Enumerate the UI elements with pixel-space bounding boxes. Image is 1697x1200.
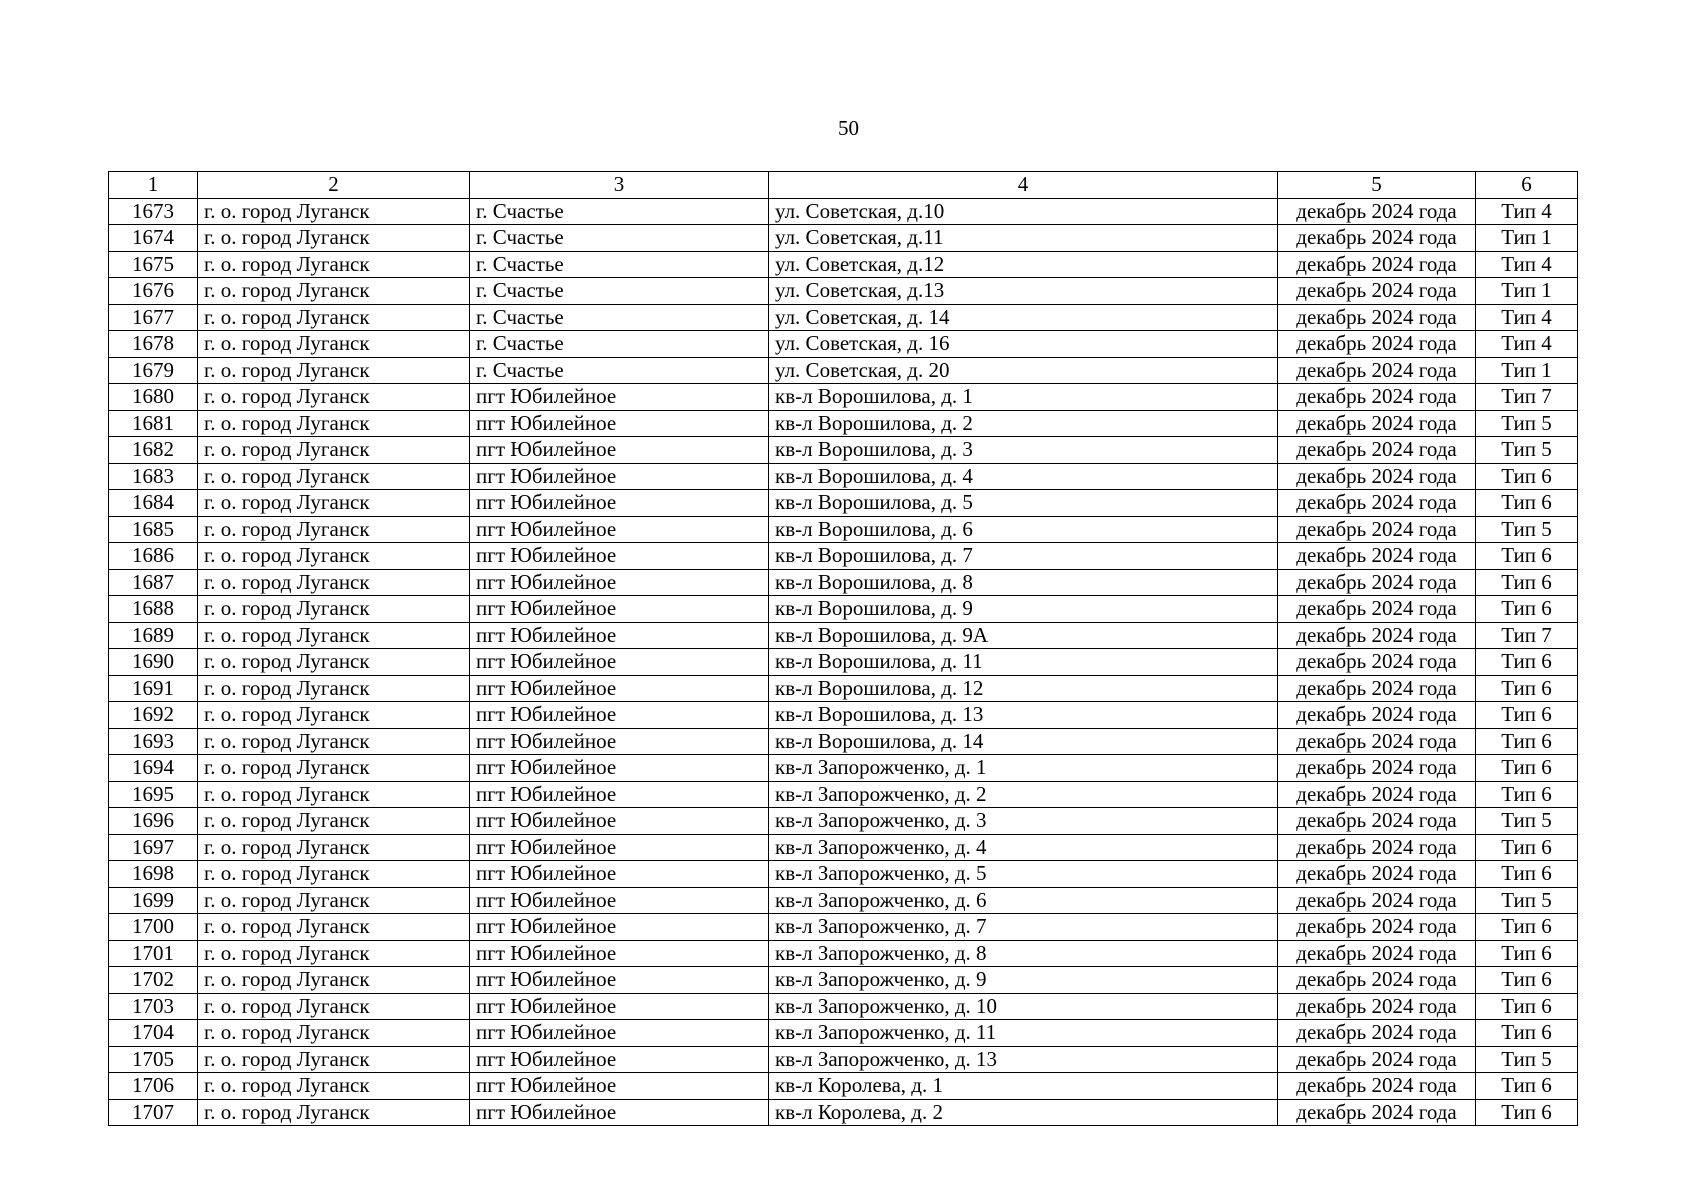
- cell-date: декабрь 2024 года: [1278, 569, 1476, 596]
- cell-type: Тип 6: [1476, 543, 1578, 570]
- cell-row-number: 1680: [109, 384, 198, 411]
- cell-row-number: 1694: [109, 755, 198, 782]
- table-row: [109, 463, 1578, 490]
- cell-date: декабрь 2024 года: [1278, 278, 1476, 305]
- table-row: [109, 437, 1578, 464]
- cell-type: Тип 6: [1476, 781, 1578, 808]
- cell-address: ул. Советская, д.11: [769, 225, 1278, 252]
- cell-type: Тип 1: [1476, 357, 1578, 384]
- table-row: [109, 331, 1578, 358]
- cell-type: Тип 5: [1476, 887, 1578, 914]
- cell-settlement: пгт Юбилейное: [470, 914, 769, 941]
- cell-type: Тип 6: [1476, 649, 1578, 676]
- cell-type: Тип 6: [1476, 675, 1578, 702]
- table-row: [109, 596, 1578, 623]
- cell-row-number: 1696: [109, 808, 198, 835]
- cell-settlement: пгт Юбилейное: [470, 834, 769, 861]
- table-row: [109, 728, 1578, 755]
- cell-row-number: 1703: [109, 993, 198, 1020]
- cell-type: Тип 4: [1476, 251, 1578, 278]
- cell-municipality: г. о. город Луганск: [198, 437, 470, 464]
- cell-address: кв-л Ворошилова, д. 12: [769, 675, 1278, 702]
- cell-address: кв-л Запорожченко, д. 11: [769, 1020, 1278, 1047]
- cell-settlement: пгт Юбилейное: [470, 649, 769, 676]
- cell-address: кв-л Запорожченко, д. 13: [769, 1046, 1278, 1073]
- table-row: [109, 543, 1578, 570]
- cell-address: кв-л Ворошилова, д. 6: [769, 516, 1278, 543]
- cell-address: кв-л Запорожченко, д. 10: [769, 993, 1278, 1020]
- cell-address: кв-л Ворошилова, д. 8: [769, 569, 1278, 596]
- cell-municipality: г. о. город Луганск: [198, 331, 470, 358]
- cell-row-number: 1684: [109, 490, 198, 517]
- cell-settlement: пгт Юбилейное: [470, 1020, 769, 1047]
- table-row: [109, 861, 1578, 888]
- cell-settlement: пгт Юбилейное: [470, 569, 769, 596]
- cell-type: Тип 5: [1476, 1046, 1578, 1073]
- cell-date: декабрь 2024 года: [1278, 887, 1476, 914]
- cell-date: декабрь 2024 года: [1278, 755, 1476, 782]
- cell-municipality: г. о. город Луганск: [198, 198, 470, 225]
- cell-type: Тип 6: [1476, 914, 1578, 941]
- cell-settlement: пгт Юбилейное: [470, 490, 769, 517]
- cell-municipality: г. о. город Луганск: [198, 728, 470, 755]
- cell-settlement: пгт Юбилейное: [470, 861, 769, 888]
- cell-date: декабрь 2024 года: [1278, 331, 1476, 358]
- table-row: [109, 993, 1578, 1020]
- cell-address: ул. Советская, д.13: [769, 278, 1278, 305]
- table-header-row: [109, 172, 1578, 199]
- cell-address: кв-л Ворошилова, д. 9А: [769, 622, 1278, 649]
- cell-row-number: 1686: [109, 543, 198, 570]
- cell-municipality: г. о. город Луганск: [198, 516, 470, 543]
- cell-row-number: 1673: [109, 198, 198, 225]
- cell-type: Тип 5: [1476, 437, 1578, 464]
- cell-date: декабрь 2024 года: [1278, 251, 1476, 278]
- cell-municipality: г. о. город Луганск: [198, 914, 470, 941]
- cell-municipality: г. о. город Луганск: [198, 702, 470, 729]
- cell-date: декабрь 2024 года: [1278, 1073, 1476, 1100]
- cell-settlement: пгт Юбилейное: [470, 1073, 769, 1100]
- cell-settlement: пгт Юбилейное: [470, 384, 769, 411]
- cell-address: кв-л Запорожченко, д. 9: [769, 967, 1278, 994]
- cell-address: кв-л Королева, д. 1: [769, 1073, 1278, 1100]
- cell-row-number: 1678: [109, 331, 198, 358]
- table-row: [109, 808, 1578, 835]
- cell-date: декабрь 2024 года: [1278, 1020, 1476, 1047]
- cell-date: декабрь 2024 года: [1278, 225, 1476, 252]
- cell-row-number: 1675: [109, 251, 198, 278]
- cell-address: кв-л Запорожченко, д. 5: [769, 861, 1278, 888]
- cell-address: кв-л Запорожченко, д. 2: [769, 781, 1278, 808]
- table-row: [109, 304, 1578, 331]
- page-number: 50: [838, 116, 859, 140]
- cell-settlement: пгт Юбилейное: [470, 887, 769, 914]
- cell-type: Тип 6: [1476, 569, 1578, 596]
- table-row: [109, 1099, 1578, 1126]
- cell-settlement: пгт Юбилейное: [470, 622, 769, 649]
- cell-municipality: г. о. город Луганск: [198, 755, 470, 782]
- cell-address: кв-л Королева, д. 2: [769, 1099, 1278, 1126]
- cell-settlement: г. Счастье: [470, 304, 769, 331]
- cell-settlement: пгт Юбилейное: [470, 808, 769, 835]
- cell-settlement: г. Счастье: [470, 278, 769, 305]
- cell-row-number: 1674: [109, 225, 198, 252]
- cell-municipality: г. о. город Луганск: [198, 463, 470, 490]
- cell-settlement: пгт Юбилейное: [470, 755, 769, 782]
- cell-address: кв-л Ворошилова, д. 13: [769, 702, 1278, 729]
- cell-municipality: г. о. город Луганск: [198, 251, 470, 278]
- cell-type: Тип 6: [1476, 1020, 1578, 1047]
- cell-type: Тип 1: [1476, 225, 1578, 252]
- column-header: 5: [1278, 172, 1476, 199]
- cell-municipality: г. о. город Луганск: [198, 993, 470, 1020]
- cell-type: Тип 6: [1476, 728, 1578, 755]
- cell-municipality: г. о. город Луганск: [198, 834, 470, 861]
- cell-address: кв-л Ворошилова, д. 2: [769, 410, 1278, 437]
- cell-row-number: 1707: [109, 1099, 198, 1126]
- column-header: 3: [470, 172, 769, 199]
- table-row: [109, 834, 1578, 861]
- table-row: [109, 781, 1578, 808]
- cell-type: Тип 6: [1476, 834, 1578, 861]
- cell-date: декабрь 2024 года: [1278, 357, 1476, 384]
- cell-row-number: 1704: [109, 1020, 198, 1047]
- cell-settlement: пгт Юбилейное: [470, 940, 769, 967]
- cell-row-number: 1706: [109, 1073, 198, 1100]
- column-header: 6: [1476, 172, 1578, 199]
- cell-date: декабрь 2024 года: [1278, 967, 1476, 994]
- cell-date: декабрь 2024 года: [1278, 702, 1476, 729]
- table-row: [109, 755, 1578, 782]
- cell-type: Тип 6: [1476, 755, 1578, 782]
- cell-date: декабрь 2024 года: [1278, 940, 1476, 967]
- cell-settlement: пгт Юбилейное: [470, 1099, 769, 1126]
- cell-date: декабрь 2024 года: [1278, 808, 1476, 835]
- cell-row-number: 1683: [109, 463, 198, 490]
- cell-row-number: 1679: [109, 357, 198, 384]
- table-row: [109, 384, 1578, 411]
- cell-address: кв-л Ворошилова, д. 4: [769, 463, 1278, 490]
- cell-row-number: 1691: [109, 675, 198, 702]
- table-row: [109, 251, 1578, 278]
- cell-municipality: г. о. город Луганск: [198, 490, 470, 517]
- cell-municipality: г. о. город Луганск: [198, 967, 470, 994]
- cell-settlement: пгт Юбилейное: [470, 967, 769, 994]
- cell-type: Тип 6: [1476, 463, 1578, 490]
- cell-date: декабрь 2024 года: [1278, 490, 1476, 517]
- cell-municipality: г. о. город Луганск: [198, 384, 470, 411]
- cell-settlement: г. Счастье: [470, 225, 769, 252]
- cell-date: декабрь 2024 года: [1278, 198, 1476, 225]
- cell-type: Тип 6: [1476, 702, 1578, 729]
- table-row: [109, 357, 1578, 384]
- cell-row-number: 1681: [109, 410, 198, 437]
- cell-date: декабрь 2024 года: [1278, 596, 1476, 623]
- cell-municipality: г. о. город Луганск: [198, 225, 470, 252]
- cell-date: декабрь 2024 года: [1278, 1046, 1476, 1073]
- cell-type: Тип 6: [1476, 967, 1578, 994]
- cell-address: кв-л Ворошилова, д. 7: [769, 543, 1278, 570]
- cell-date: декабрь 2024 года: [1278, 410, 1476, 437]
- table-row: [109, 516, 1578, 543]
- cell-settlement: пгт Юбилейное: [470, 781, 769, 808]
- table-row: [109, 198, 1578, 225]
- cell-municipality: г. о. город Луганск: [198, 622, 470, 649]
- cell-municipality: г. о. город Луганск: [198, 304, 470, 331]
- cell-date: декабрь 2024 года: [1278, 728, 1476, 755]
- cell-address: ул. Советская, д. 14: [769, 304, 1278, 331]
- cell-address: кв-л Запорожченко, д. 6: [769, 887, 1278, 914]
- cell-address: кв-л Ворошилова, д. 3: [769, 437, 1278, 464]
- cell-type: Тип 6: [1476, 861, 1578, 888]
- cell-municipality: г. о. город Луганск: [198, 1046, 470, 1073]
- cell-address: ул. Советская, д.12: [769, 251, 1278, 278]
- cell-row-number: 1697: [109, 834, 198, 861]
- cell-address: кв-л Ворошилова, д. 1: [769, 384, 1278, 411]
- cell-address: кв-л Ворошилова, д. 14: [769, 728, 1278, 755]
- cell-date: декабрь 2024 года: [1278, 993, 1476, 1020]
- cell-row-number: 1698: [109, 861, 198, 888]
- cell-row-number: 1695: [109, 781, 198, 808]
- cell-date: декабрь 2024 года: [1278, 516, 1476, 543]
- cell-row-number: 1677: [109, 304, 198, 331]
- cell-date: декабрь 2024 года: [1278, 384, 1476, 411]
- table-row: [109, 675, 1578, 702]
- cell-row-number: 1685: [109, 516, 198, 543]
- cell-municipality: г. о. город Луганск: [198, 1073, 470, 1100]
- cell-date: декабрь 2024 года: [1278, 914, 1476, 941]
- table-row: [109, 1020, 1578, 1047]
- cell-address: ул. Советская, д. 20: [769, 357, 1278, 384]
- cell-address: кв-л Запорожченко, д. 1: [769, 755, 1278, 782]
- cell-settlement: г. Счастье: [470, 357, 769, 384]
- cell-settlement: пгт Юбилейное: [470, 675, 769, 702]
- cell-type: Тип 6: [1476, 1099, 1578, 1126]
- cell-municipality: г. о. город Луганск: [198, 1099, 470, 1126]
- cell-municipality: г. о. город Луганск: [198, 887, 470, 914]
- cell-municipality: г. о. город Луганск: [198, 808, 470, 835]
- cell-address: кв-л Запорожченко, д. 4: [769, 834, 1278, 861]
- cell-date: декабрь 2024 года: [1278, 463, 1476, 490]
- cell-date: декабрь 2024 года: [1278, 675, 1476, 702]
- cell-type: Тип 1: [1476, 278, 1578, 305]
- cell-settlement: пгт Юбилейное: [470, 1046, 769, 1073]
- cell-type: Тип 7: [1476, 384, 1578, 411]
- cell-type: Тип 6: [1476, 940, 1578, 967]
- cell-row-number: 1705: [109, 1046, 198, 1073]
- cell-address: кв-л Запорожченко, д. 7: [769, 914, 1278, 941]
- cell-date: декабрь 2024 года: [1278, 649, 1476, 676]
- table-row: [109, 1046, 1578, 1073]
- table-row: [109, 914, 1578, 941]
- cell-type: Тип 6: [1476, 596, 1578, 623]
- cell-row-number: 1701: [109, 940, 198, 967]
- cell-municipality: г. о. город Луганск: [198, 596, 470, 623]
- cell-type: Тип 6: [1476, 490, 1578, 517]
- table-row: [109, 702, 1578, 729]
- table-row: [109, 940, 1578, 967]
- cell-type: Тип 5: [1476, 516, 1578, 543]
- table-row: [109, 410, 1578, 437]
- cell-municipality: г. о. город Луганск: [198, 357, 470, 384]
- cell-settlement: пгт Юбилейное: [470, 463, 769, 490]
- cell-row-number: 1700: [109, 914, 198, 941]
- cell-municipality: г. о. город Луганск: [198, 675, 470, 702]
- cell-type: Тип 5: [1476, 410, 1578, 437]
- table-row: [109, 278, 1578, 305]
- table-row: [109, 225, 1578, 252]
- cell-date: декабрь 2024 года: [1278, 304, 1476, 331]
- cell-type: Тип 4: [1476, 304, 1578, 331]
- table-row: [109, 649, 1578, 676]
- cell-municipality: г. о. город Луганск: [198, 278, 470, 305]
- cell-municipality: г. о. город Луганск: [198, 543, 470, 570]
- column-header: 1: [109, 172, 198, 199]
- cell-address: кв-л Запорожченко, д. 8: [769, 940, 1278, 967]
- cell-date: декабрь 2024 года: [1278, 861, 1476, 888]
- cell-address: ул. Советская, д.10: [769, 198, 1278, 225]
- cell-settlement: г. Счастье: [470, 331, 769, 358]
- cell-date: декабрь 2024 года: [1278, 834, 1476, 861]
- cell-settlement: пгт Юбилейное: [470, 410, 769, 437]
- cell-settlement: пгт Юбилейное: [470, 596, 769, 623]
- cell-date: декабрь 2024 года: [1278, 543, 1476, 570]
- cell-settlement: пгт Юбилейное: [470, 993, 769, 1020]
- cell-date: декабрь 2024 года: [1278, 781, 1476, 808]
- data-table: [108, 171, 1578, 1126]
- cell-settlement: пгт Юбилейное: [470, 728, 769, 755]
- cell-municipality: г. о. город Луганск: [198, 649, 470, 676]
- cell-settlement: пгт Юбилейное: [470, 543, 769, 570]
- cell-row-number: 1689: [109, 622, 198, 649]
- cell-address: кв-л Ворошилова, д. 11: [769, 649, 1278, 676]
- table-row: [109, 622, 1578, 649]
- cell-municipality: г. о. город Луганск: [198, 781, 470, 808]
- cell-type: Тип 7: [1476, 622, 1578, 649]
- table-row: [109, 490, 1578, 517]
- cell-row-number: 1688: [109, 596, 198, 623]
- cell-type: Тип 4: [1476, 331, 1578, 358]
- cell-row-number: 1682: [109, 437, 198, 464]
- cell-municipality: г. о. город Луганск: [198, 1020, 470, 1047]
- cell-date: декабрь 2024 года: [1278, 1099, 1476, 1126]
- cell-settlement: г. Счастье: [470, 198, 769, 225]
- cell-row-number: 1692: [109, 702, 198, 729]
- cell-municipality: г. о. город Луганск: [198, 410, 470, 437]
- cell-type: Тип 5: [1476, 808, 1578, 835]
- cell-type: Тип 6: [1476, 993, 1578, 1020]
- table-row: [109, 887, 1578, 914]
- table-row: [109, 967, 1578, 994]
- cell-municipality: г. о. город Луганск: [198, 861, 470, 888]
- cell-settlement: пгт Юбилейное: [470, 702, 769, 729]
- cell-date: декабрь 2024 года: [1278, 437, 1476, 464]
- cell-municipality: г. о. город Луганск: [198, 940, 470, 967]
- cell-row-number: 1693: [109, 728, 198, 755]
- cell-settlement: пгт Юбилейное: [470, 437, 769, 464]
- cell-date: декабрь 2024 года: [1278, 622, 1476, 649]
- cell-type: Тип 6: [1476, 1073, 1578, 1100]
- cell-address: кв-л Запорожченко, д. 3: [769, 808, 1278, 835]
- column-header: 2: [198, 172, 470, 199]
- cell-address: ул. Советская, д. 16: [769, 331, 1278, 358]
- table-row: [109, 569, 1578, 596]
- cell-row-number: 1699: [109, 887, 198, 914]
- cell-type: Тип 4: [1476, 198, 1578, 225]
- cell-settlement: г. Счастье: [470, 251, 769, 278]
- table-body: [109, 198, 1578, 1126]
- cell-address: кв-л Ворошилова, д. 5: [769, 490, 1278, 517]
- column-header: 4: [769, 172, 1278, 199]
- table-row: [109, 1073, 1578, 1100]
- cell-address: кв-л Ворошилова, д. 9: [769, 596, 1278, 623]
- cell-row-number: 1687: [109, 569, 198, 596]
- cell-settlement: пгт Юбилейное: [470, 516, 769, 543]
- cell-row-number: 1702: [109, 967, 198, 994]
- cell-row-number: 1690: [109, 649, 198, 676]
- cell-row-number: 1676: [109, 278, 198, 305]
- cell-municipality: г. о. город Луганск: [198, 569, 470, 596]
